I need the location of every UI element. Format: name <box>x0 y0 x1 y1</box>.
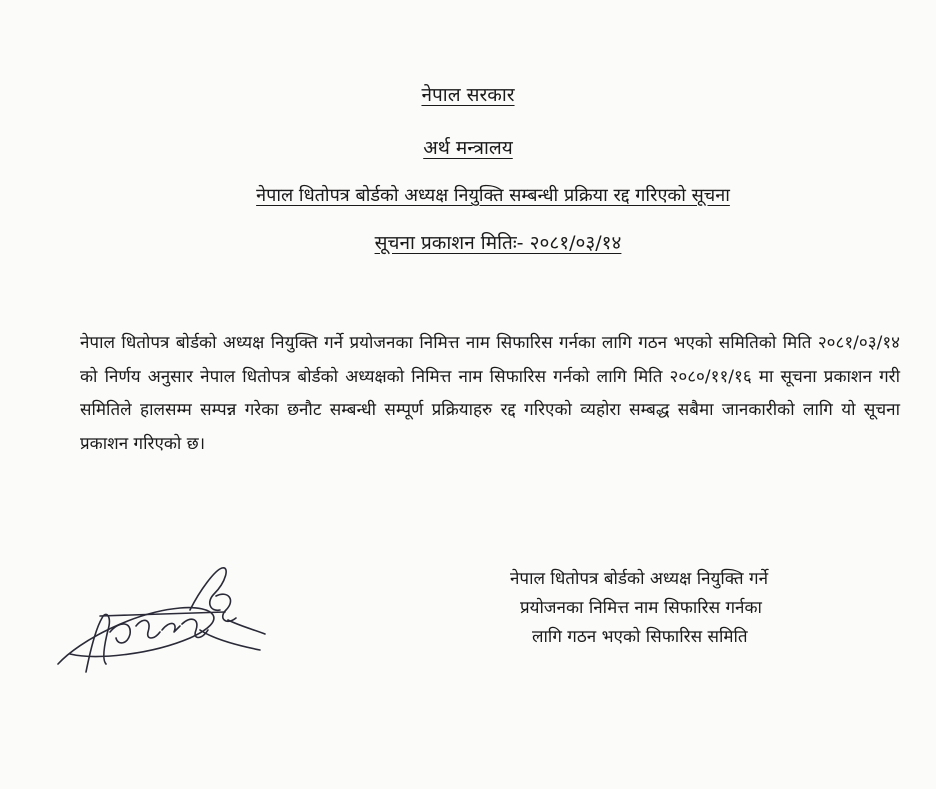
ministry-heading: अर्थ मन्त्रालय <box>423 137 513 159</box>
committee-line: नेपाल धितोपत्र बोर्डको अध्यक्ष नियुक्ति गर्ने <box>510 569 769 589</box>
committee-line: लागि गठन भएको सिफारिस समिति <box>532 627 748 647</box>
publication-date: सूचना प्रकाशन मितिः- २०८१/०३/१४ <box>374 232 622 254</box>
handwritten-signature <box>40 560 270 690</box>
notice-paragraph: नेपाल धितोपत्र बोर्डको अध्यक्ष नियुक्ति गर्ने प्रयोजनका निमित्त नाम सिफारिस गर्नका लागि गठन भएको समितिको मिति २०८१/०३/१४ को निर्णय अनुसार नेपाल धितोपत्र बोर्डको अध्यक्षको निमित्त नाम सिफारिस गर्नको लागि मिति २०८०/११/१६ मा सूचना प्रकाशन गरी समितिले हालसम्म सम्पन्न गरेका छनौट सम्बन्धी सम्पूर्ण प्रक्रियाहरु रद्द गरिएको व्यहोरा सम्बद्ध सबैमा जानकारीको लागि यो सूचना प्रकाशन गरिएको छ। <box>80 333 900 454</box>
notice-title: नेपाल धितोपत्र बोर्डको अध्यक्ष नियुक्ति सम्बन्धी प्रक्रिया रद्द गरिएको सूचना <box>256 185 730 206</box>
government-heading: नेपाल सरकार <box>421 84 515 106</box>
signatory-committee <box>480 565 880 652</box>
committee-line: प्रयोजनका निमित्त नाम सिफारिस गर्नका <box>520 598 762 618</box>
